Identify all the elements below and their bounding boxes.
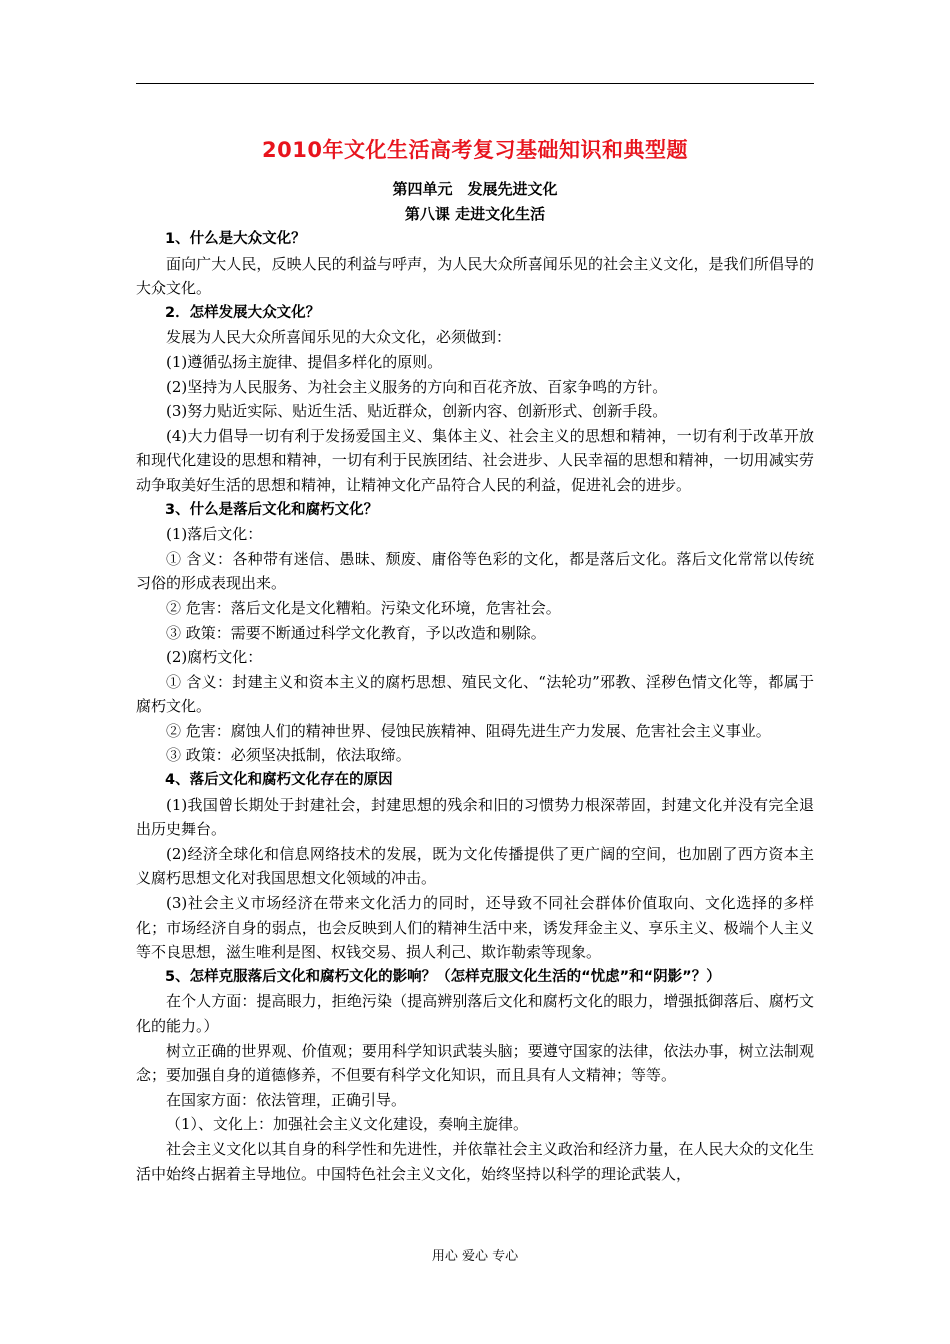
paragraph: (1)落后文化：: [166, 525, 263, 544]
paragraph: (1)遵循弘扬主旋律、提倡多样化的原则。: [166, 352, 443, 371]
content-blocks: [136, 227, 814, 1186]
paragraph: ① 含义：封建主义和资本主义的腐朽思想、殖民文化、“法轮功”邪教、淫秽色情文化等，都属于腐朽文化。: [136, 672, 814, 716]
paragraph: ③ 政策：必须坚决抵制，依法取缔。: [166, 746, 411, 765]
paragraph: ① 含义：各种带有迷信、愚昧、颓废、庸俗等色彩的文化，都是落后文化。落后文化常常以传统习俗的形成表现出来。: [136, 549, 814, 593]
paragraph: 面向广大人民，反映人民的利益与呼声，为人民大众所喜闻乐见的社会主义文化，是我们所倡导的大众文化。: [136, 254, 814, 298]
paragraph: (4)大力倡导一切有利于发扬爱国主义、集体主义、社会主义的思想和精神，一切有利于改革开放和现代化建设的思想和精神，一切有利于民族团结、社会进步、人民幸福的思想和精神，一切用减实劳动争取美好生活的思想和精神，让精神文化产品符合人民的利益，促进礼会的进步。: [136, 426, 814, 494]
section-heading: 3、什么是落后文化和腐朽文化？: [165, 501, 379, 518]
document-body: [136, 130, 814, 1186]
paragraph: 在国家方面：依法管理，正确引导。: [166, 1090, 407, 1109]
paragraph: ② 危害：落后文化是文化糟粕。污染文化环境，危害社会。: [166, 598, 561, 617]
paragraph: (1)我国曾长期处于封建社会，封建思想的残余和旧的习惯势力根深蒂固，封建文化并没有完全退出历史舞台。: [136, 795, 814, 839]
paragraph: (3)社会主义市场经济在带来文化活力的同时，还导致不同社会群体价值取向、文化选择的多样化；市场经济自身的弱点，也会反映到人们的精神生活中来，诱发拜金主义、享乐主义、极端个人主义等不良思想，滋生唯利是图、权钱交易、损人利己、欺诈勒索等现象。: [136, 894, 814, 962]
paragraph: 发展为人民大众所喜闻乐见的大众文化，必须做到：: [166, 328, 512, 347]
paragraph: ② 危害：腐蚀人们的精神世界、侵蚀民族精神、阻碍先进生产力发展、危害社会主义事业。: [166, 721, 771, 740]
paragraph: (2)经济全球化和信息网络技术的发展，既为文化传播提供了更广阔的空间，也加剧了西方资本主义腐朽思想文化对我国思想文化领域的冲击。: [136, 844, 814, 888]
lesson-heading: 第八课 走进文化生活: [404, 205, 546, 223]
paragraph: (2)腐朽文化：: [166, 648, 263, 667]
page-footer: 用心 爱心 专心: [431, 1249, 519, 1264]
section-heading: 4、落后文化和腐朽文化存在的原因: [165, 772, 393, 789]
section-heading: 1、什么是大众文化？: [165, 231, 306, 247]
paragraph: (3)努力贴近实际、贴近生活、贴近群众，创新内容、创新形式、创新手段。: [166, 402, 668, 421]
section-heading: 2．怎样发展大众文化？: [165, 304, 321, 321]
paragraph: 树立正确的世界观、价值观；要用科学知识武装头脑；要遵守国家的法律，依法办事，树立法制观念；要加强自身的道德修养，不但要有科学文化知识，而且具有人文精神；等等。: [136, 1041, 814, 1085]
header-rule: [136, 83, 814, 84]
paragraph: 在个人方面：提高眼力，拒绝污染（提高辨别落后文化和腐朽文化的眼力，增强抵御落后、腐朽文化的能力。）: [136, 992, 814, 1035]
document-title: 2010年文化生活高考复习基础知识和典型题: [262, 138, 688, 162]
paragraph: (2)坚持为人民服务、为社会主义服务的方向和百花齐放、百家争鸣的方针。: [166, 377, 668, 396]
section-heading: 5、怎样克服落后文化和腐朽文化的影响？（怎样克服文化生活的“忧虑”和“阴影”？）: [165, 968, 721, 985]
paragraph: 社会主义文化以其自身的科学性和先进性，并依靠社会主义政治和经济力量，在人民大众的文化生活中始终占据着主导地位。中国特色社会主义文化，始终坚持以科学的理论武装人，: [136, 1139, 814, 1183]
paragraph: （1）、文化上：加强社会主义文化建设，奏响主旋律。: [166, 1115, 529, 1134]
paragraph: ③ 政策：需要不断通过科学文化教育，予以改造和剔除。: [166, 623, 546, 642]
unit-heading: 第四单元 发展先进文化: [392, 180, 558, 198]
